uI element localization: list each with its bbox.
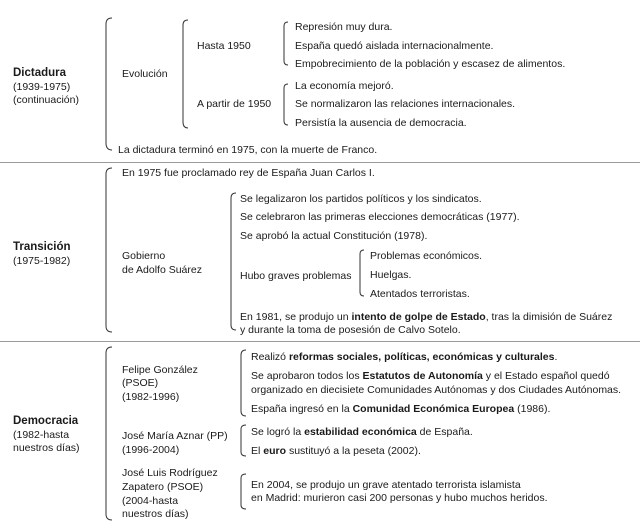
golpe-line-1: [240, 311, 612, 324]
hasta-item-2: España quedó aislada internacionalmente.: [295, 40, 494, 52]
suarez-item-1: Se legalizaron los partidos políticos y los sindicatos.: [240, 193, 482, 205]
zapatero-item-2: en Madrid: murieron casi 200 personas y hubo muchos heridos.: [251, 492, 548, 504]
transicion-rey: En 1975 fue proclamado rey de España Juan Carlos I.: [122, 167, 375, 179]
hasta-item-1: Represión muy dura.: [295, 21, 393, 33]
evolucion-label: Evolución: [122, 68, 168, 80]
bracket-apartir: [284, 84, 288, 125]
gonzalez-item-1: [251, 351, 557, 364]
bracket-zapatero: [241, 474, 246, 509]
bracket-aznar: [241, 425, 246, 456]
a2-c: sustituyó a la peseta (2002).: [286, 445, 421, 457]
gobierno-label-1: Gobierno: [122, 250, 166, 262]
dictadura-years: (1939-1975): [13, 81, 71, 93]
gonzalez-item-2-line-2: organizado en diecisiete Comunidades Autónomas y dos Ciudades Autónomas.: [251, 384, 622, 396]
democracia-years-1: (1982-hasta: [13, 429, 70, 441]
gonzalez-name: Felipe González: [122, 364, 198, 376]
gonzalez-item-2: [251, 370, 610, 383]
g1-c: .: [554, 351, 558, 363]
democracia-title: Democracia: [13, 415, 79, 427]
suarez-item-2: Se celebraron las primeras elecciones democráticas (1977).: [240, 211, 520, 223]
dictadura-title: Dictadura: [13, 67, 67, 79]
gonzalez-item-3: [251, 403, 550, 416]
a2-a: El: [251, 445, 264, 457]
a2-b: euro: [263, 445, 287, 457]
apartir-item-3: Persistía la ausencia de democracia.: [295, 117, 467, 129]
zapatero-name-2: Zapatero (PSOE): [122, 481, 204, 493]
g3-c: (1986).: [514, 403, 551, 415]
bracket-dictadura: [106, 18, 112, 150]
g3-a: España ingresó en la: [251, 403, 353, 415]
dictadura-fin: La dictadura terminó en 1975, con la muerte de Franco.: [118, 144, 378, 156]
problemas-item-1: Problemas económicos.: [370, 250, 483, 262]
a1-b: estabilidad económica: [304, 426, 417, 438]
g1-b: reformas sociales, políticas, económicas y culturales: [288, 351, 555, 363]
g3-b: Comunidad Económica Europea: [352, 403, 515, 415]
apartir-item-2: Se normalizaron las relaciones internacionales.: [295, 98, 516, 110]
g2-a: Se aprobaron todos los: [251, 370, 363, 382]
bracket-evolucion: [183, 20, 188, 128]
golpe-text-a: En 1981, se produjo un: [240, 311, 352, 323]
golpe-text-c: , tras la dimisión de Suárez: [485, 311, 613, 323]
aznar-years: (1996-2004): [122, 444, 180, 456]
apartir-label: A partir de 1950: [197, 98, 272, 110]
aznar-item-1: [251, 426, 473, 439]
hasta-label: Hasta 1950: [197, 40, 251, 52]
democracia-years-2: nuestros días): [13, 442, 80, 454]
aznar-item-2: [251, 445, 421, 458]
g2-c: y el Estado español quedó: [482, 370, 610, 382]
transicion-years: (1975-1982): [13, 255, 71, 267]
bracket-suarez: [231, 193, 236, 330]
aznar-name: José María Aznar (PP): [122, 430, 228, 442]
bracket-gonzalez: [241, 350, 246, 416]
bracket-hasta: [284, 22, 288, 65]
suarez-item-3: Se aprobó la actual Constitución (1978).: [240, 230, 428, 242]
bracket-democracia: [106, 347, 112, 520]
zapatero-years-2: nuestros días): [122, 508, 189, 520]
apartir-item-1: La economía mejoró.: [295, 80, 394, 92]
g2-b: Estatutos de Autonomía: [362, 370, 483, 382]
dictadura-note: (continuación): [13, 94, 79, 106]
problemas-label: Hubo graves problemas: [240, 270, 352, 282]
problemas-item-2: Huelgas.: [370, 269, 412, 281]
a1-c: de España.: [416, 426, 473, 438]
g1-a: Realizó: [251, 351, 289, 363]
gobierno-label-2: de Adolfo Suárez: [122, 264, 202, 276]
zapatero-name-1: José Luis Rodríguez: [122, 467, 218, 479]
hasta-item-3: Empobrecimiento de la población y escasez de alimentos.: [295, 58, 566, 70]
golpe-line-2: y durante la toma de posesión de Calvo Sotelo.: [240, 324, 461, 336]
bracket-problemas: [360, 250, 364, 296]
zapatero-years-1: (2004-hasta: [122, 495, 179, 507]
separator-middle: [0, 341, 640, 342]
gonzalez-party: (PSOE): [122, 377, 159, 389]
transicion-title: Transición: [13, 241, 71, 253]
a1-a: Se logró la: [251, 426, 305, 438]
problemas-item-3: Atentados terroristas.: [370, 288, 470, 300]
separator-top: [0, 162, 640, 163]
zapatero-item-1: En 2004, se produjo un grave atentado terrorista islamista: [251, 479, 521, 491]
bracket-transicion: [106, 168, 112, 332]
gonzalez-years: (1982-1996): [122, 391, 180, 403]
golpe-text-bold: intento de golpe de Estado: [351, 311, 486, 323]
